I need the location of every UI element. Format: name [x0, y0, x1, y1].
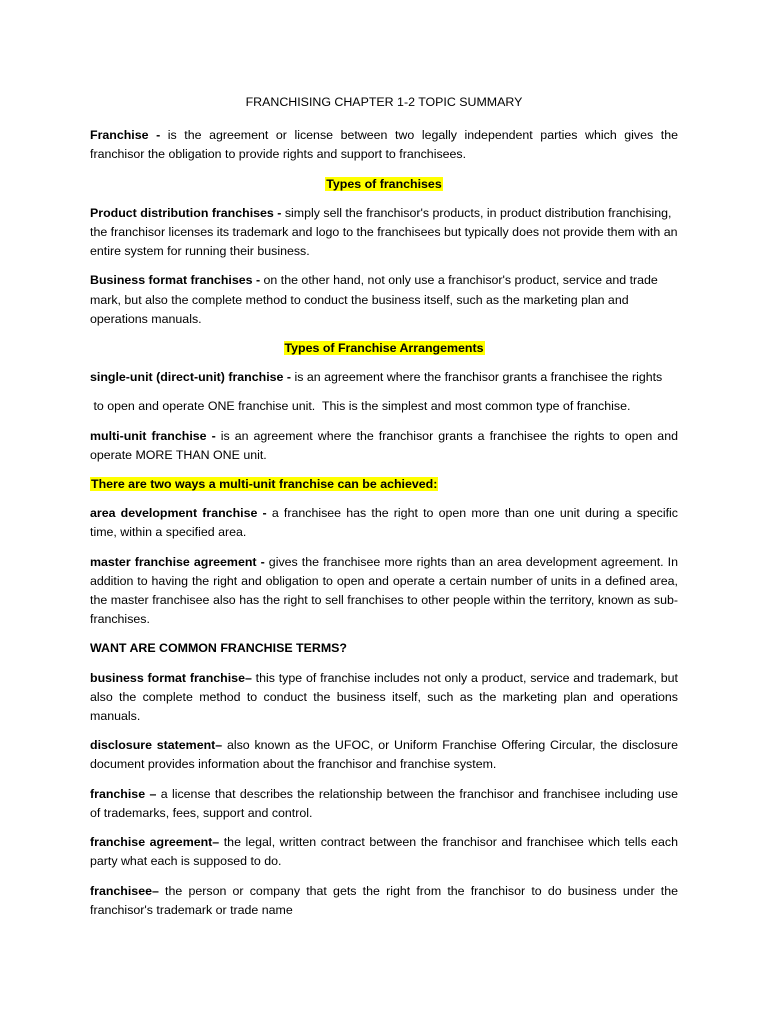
single-unit-continuation: to open and operate ONE franchise unit. This is the simplest and most common type of franchise. — [90, 399, 631, 414]
term-franchise-text: a license that describes the relationship between the franchisor and franchisee including use of trademarks, fees, support and control. — [90, 786, 678, 820]
area-development-paragraph — [90, 504, 678, 542]
area-development-text: a franchisee has the right to open more than one unit during a specific time, within a specified area. — [90, 506, 679, 540]
two-ways-heading — [90, 475, 678, 494]
single-unit-text: is an agreement where the franchisor grants a franchisee the rights — [291, 370, 663, 385]
multi-unit-term: multi-unit franchise - — [90, 428, 216, 443]
term-franchise — [90, 785, 678, 823]
term-franchisee-label: franchisee– — [90, 883, 159, 898]
business-format-paragraph — [90, 271, 678, 329]
multi-unit-text: is an agreement where the franchisor grants a franchisee the rights to open and operate MORE THAN ONE unit. — [90, 428, 678, 462]
business-format-term: Business format franchises - — [90, 273, 261, 288]
term-disclosure-text: also known as the UFOC, or Uniform Franchise Offering Circular, the disclosure document provides information about the franchisor and franchise system. — [90, 738, 679, 772]
term-agreement-label: franchise agreement– — [90, 835, 220, 850]
two-ways-label: There are two ways a multi-unit franchise can be achieved: — [91, 477, 438, 492]
product-distribution-term: Product distribution franchises - — [90, 205, 282, 220]
intro-text: is the agreement or license between two legally independent parties which gives the franchisor the obligation to provide rights and support to franchisees. — [90, 128, 678, 162]
heading-types-of-franchises — [90, 175, 678, 194]
term-franchise-agreement — [90, 833, 678, 871]
term-bff-text: this type of franchise includes not only a product, service and trademark, but also the complete method to conduct the business itself, such as the marketing plan and operations manuals. — [90, 670, 678, 724]
master-franchise-term: master franchise agreement - — [90, 554, 265, 569]
master-franchise-text: gives the franchisee more rights than an area development agreement. In addition to having the right and obligation to open and operate a certain number of units in a defined area, the master franchisee also has the right to sell franchises to other people within the territory, known as sub-franchises. — [90, 554, 678, 627]
term-business-format-franchise — [90, 669, 678, 727]
common-terms-heading: WANT ARE COMMON FRANCHISE TERMS? — [90, 641, 347, 656]
term-franchise-label: franchise – — [90, 786, 157, 801]
intro-paragraph — [90, 126, 678, 164]
heading-types-label: Types of franchises — [326, 176, 442, 191]
term-franchisee — [90, 882, 678, 920]
heading-franchise-arrangements — [90, 339, 678, 358]
product-distribution-paragraph — [90, 204, 678, 262]
term-disclosure-label: disclosure statement– — [90, 738, 223, 753]
term-franchisee-text: the person or company that gets the right from the franchisor to do business under the franchisor's trademark or trade name — [90, 883, 678, 917]
term-disclosure-statement — [90, 736, 678, 774]
document-title: FRANCHISING CHAPTER 1-2 TOPIC SUMMARY — [245, 95, 523, 109]
intro-term: Franchise - — [90, 128, 161, 143]
term-bff-label: business format franchise– — [90, 670, 252, 685]
term-agreement-text: the legal, written contract between the franchisor and franchisee which tells each party what each is supposed to do. — [90, 835, 679, 869]
product-distribution-text: simply sell the franchisor's products, in product distribution franchising, the franchisor licenses its trademark and logo to the franchisees but typically does not provide them with an entire system for running their business. — [90, 205, 678, 259]
multi-unit-paragraph — [90, 427, 678, 465]
master-franchise-paragraph — [90, 553, 678, 630]
single-unit-term: single-unit (direct-unit) franchise - — [90, 370, 292, 385]
area-development-term: area development franchise - — [90, 506, 267, 521]
heading-arrangements-label: Types of Franchise Arrangements — [284, 341, 484, 356]
business-format-text: on the other hand, not only use a franchisor's product, service and trade mark, but also the complete method to conduct the business itself, such as the marketing plan and operations manuals. — [90, 273, 658, 326]
single-unit-paragraph — [90, 368, 678, 387]
